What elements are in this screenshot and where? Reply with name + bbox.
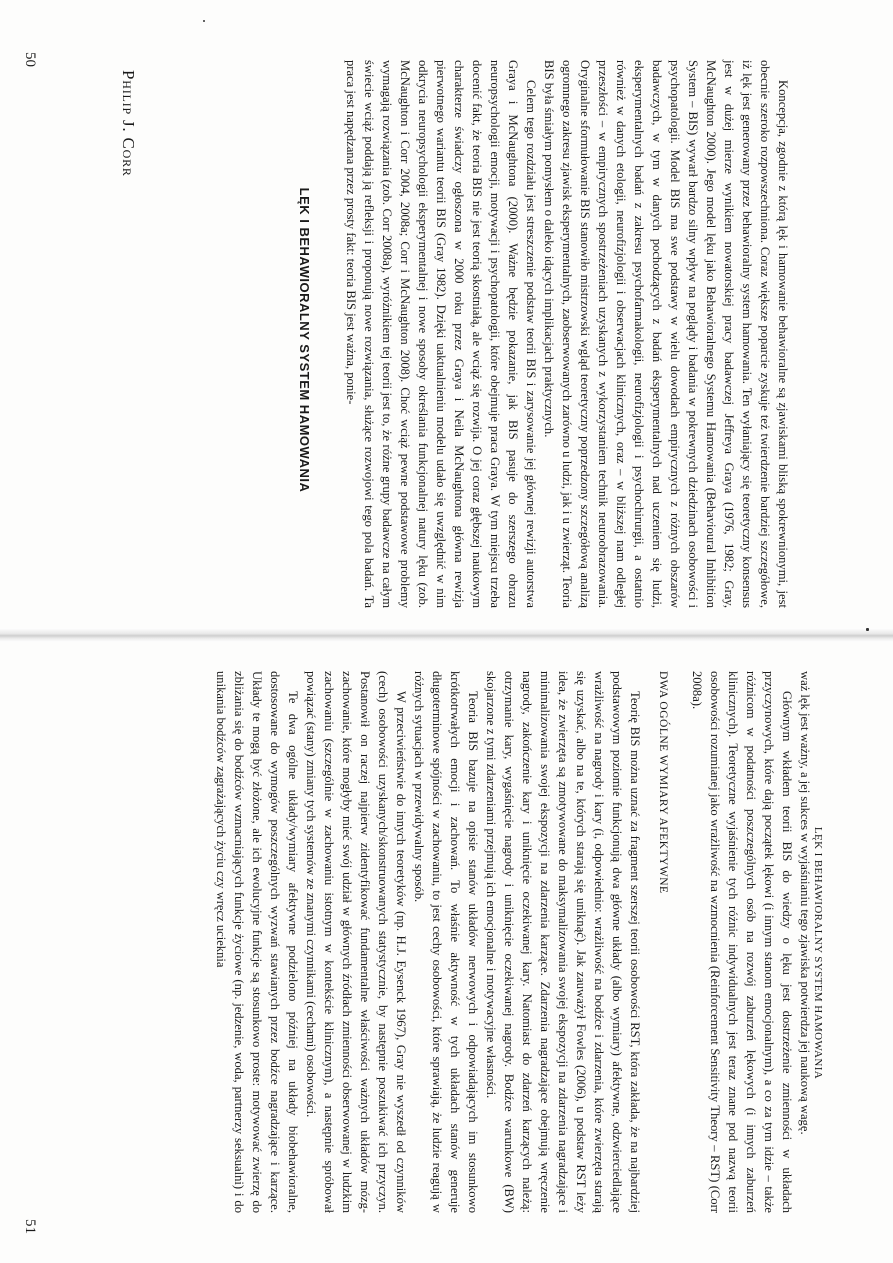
paragraph: Celem tego rozdziału jest streszczenie podstaw teorii BIS i zarysowanie jej głównej rewizji autorstwa Graya i McNaughtona (2000). Ważne będzie pokazanie, jak BIS pasuje do szerszego obrazu neuropsychologii emocji, motywacji i psychopatologii, które obejmuje praca Graya. W tym miejscu trzeba docenić fakt, że teoria BIS nie jest teorią skostniałą, ale wciąż się rozwija. O jej coraz głębszej naukowym charakterze świadczy ogłoszona w 2000 roku przez Graya i Neila McNaughtona główna rewizja pierwotnego wariantu teorii BIS (Gray 1982). Dzięki uaktualnieniu modelu udało się uwzględnić w nim odkrycia neuropsychologii eksperymentalnej i nowe sposoby określania funkcjonalnej natury lęku (zob. McNaughton i Corr 2004, 2008a; Corr i McNaughton 2008). Choć wciąż pewne podstawowe problemy wymagają rozwiązania (zob. Corr 2008a), wyróżnikiem tej teorii jest to, że różne grupy badawcze na całym świecie wciąż poddają ją refleksji i proponują nowe rozwiązania, służące rozwojowi tego pola badań. Ta praca jest napędzana przez prosty fakt: teoria BIS jest ważna, ponie- [344, 60, 538, 608]
page-50 [20, 10, 880, 620]
page-50-body [68, 60, 792, 608]
paragraph: W przeciwieństwie do innych teoretyków (np. H.J. Eysenck 1967), Gray nie wyszedł od czynników (cech) osobowości uzyskanych/skonstruowanych statystycznie, by następnie poszukiwać ich przyczyn. Postanowił on raczej najpierw zidentyfikować fundamentalne właściwości ważnych układów mózg-zachowanie, które mogłyby mieć swój udział w głównych źródłach zmienności obserwowanej w ludzkim zachowaniu (szczególnie w zachowaniu istotnym w kontekście klinicznym), a następnie spróbował powiązać (stany) zmiany tych systemów ze znanymi czynnikami (cechami) osobowości. [304, 671, 408, 1213]
chapter-title: LĘK I BEHAWIORALNY SYSTEM HAMOWANIA [297, 187, 312, 493]
running-head: LĘK I BEHAWIORALNY SYSTEM HAMOWANIA [812, 826, 824, 1080]
paragraph: Koncepcja, zgodnie z którą lęk i hamowanie behawioralne są zjawiskami bliską spokrewnionymi, jest obecnie szeroko rozpowszechniona. Coraz większe poparcie zyskuje też twierdzenie bardziej szczegółowe, iż lęk jest generowany przez behawioralny system hamowania. Ten wyłaniający się teoretyczny konsensus jest w dużej mierze wynikiem nowatorskiej pracy badawczej Jeffreya Graya (1976, 1982; Gray, McNaughton 2000). Jego model lęku jako Behawioralnego Systemu Hamowania (Behavioural Inhibition System – BIS) wywarł bardzo silny wpływ na poglądy i badania w pokrewnych dziedzinach osobowości i psychopatologii. Model BIS ma swe podstawy w wielu dowodach empirycznych z różnych obszarów badawczych, w tym w danych pochodzących z badań eksperymentalnych nad uczeniem się ludzi, eksperymentalnych badań z zakresu psychofarmakologii, neurofizjologii i psychochirurgii, a ostatnio również w danych etologii, neurofizjologii i obserwacjach klinicznych, oraz – w bliższej nam odległej przeszłości – w empirycznych spostrzeżeniach uzyskanych z wykorzystaniem technik neuroobrazowania. Oryginalne sformułowanie BIS stanowiło mistrzowski wgląd teoretyczny poprzedzony szczegółową analizą ogromnego zakresu zjawisk eksperymentalnych, zaobserwowanych zarówno u ludzi, jak i u zwierząt. Teoria BIS była śmiałym pomysłem o daleko idących implikacjach praktycznych. [542, 60, 790, 608]
paragraph: Teoria BIS bazuje na opisie stanów układów nerwowych i odpowiadających im stosunkowo krótkotrwałych emocji i zachowań. To właśnie aktywność w tych układach stanów generuje długoterminowe spójności w zachowaniu, to jest cechy osobowości, które sprawiają, że ludzie reagują w różnych sytuacjach w przewidywalny sposób. [412, 671, 480, 1213]
page-number: 50 [22, 52, 38, 67]
page-51-body [68, 671, 814, 1213]
paragraph: Głównym wkładem teorii BIS do wiedzy o lęku jest dostrzeżenie zmienności w układach przyczynowych, które dają początek lękowi (i innym stanom emocjonalnym), a co za tym idzie – także różnicom w podatności poszczególnych osób na rozwój zaburzeń lękowych (i innych zaburzeń klinicznych). Teoretyczne wyjaśnienie tych różnic indywidualnych jest teraz znane pod nazwą teorii osobowości rozumianej jako wrażliwość na wzmocnienia (Reinforcement Sensitivity Theory – RST) (Corr 2008a). [690, 671, 794, 1213]
author-name: Philip J. Corr [119, 70, 138, 177]
paragraph: Teorię BIS można uznać za fragment szerszej teorii osobowości RST, która zakłada, że na najbardziej podstawowym poziomie funkcjonują dwa główne układy (albo wymiary) afektywne, odzwierciedlające wrażliwość na nagrody i kary (i, odpowiednio: wrażliwość na bodźce i zdarzenia, które zwierzęta starają się uzyskać, albo na te, których starają się uniknąć). Jak zauważył Fowles (2006), u podstaw RST leży idea, że zwierzęta są zmotywowane do maksymalizowania swojej ekspozycji na zdarzenia nagradzające i minimalizowania swojej ekspozycji na zdarzenia karzące. Zdarzenia nagradzające obejmują wręczenie nagrody, zakończenie kary i uniknięcie oczekiwanej kary. Natomiast do zdarzeń karzących należą: otrzymanie kary, wygaśnięcie nagrody i uniknięcie oczekiwanej nagrody. Bodźce warunkowe (BW) skojarzone z tymi zdarzeniami przejmują ich emocjonalne i motywacyjne własności. [484, 671, 642, 1213]
page-number: 51 [22, 1219, 38, 1234]
scan-speck [866, 628, 869, 631]
page-51 [20, 653, 880, 1253]
book-gutter [0, 628, 893, 642]
section-heading: DWA OGÓLNE WYMIARY AFEKTYWNE [657, 671, 669, 894]
paragraph: Te dwa ogólne układy/wymiary afektywne podzielono później na układy biobehawioralne, dostosowane do wymogów poszczególnych wyzwań stawianych przez bodźce nagradzające i karzące. Układy te mogą być złożone, ale ich ewolucyjne funkcje są stosunkowo proste: motywować zwierzę do zbliżania się do bodźców wzmacniających funkcje życiowe (np. jedzenie, woda, partnerzy seksualni) i do unikania bodźców zagrażających życiu czy wręcz ucieknia [214, 671, 300, 1213]
paragraph: waż lęk jest ważny, a jej sukces w wyjaśnianiu tego zjawiska potwierdza jej naukową wagę. [798, 671, 812, 1135]
